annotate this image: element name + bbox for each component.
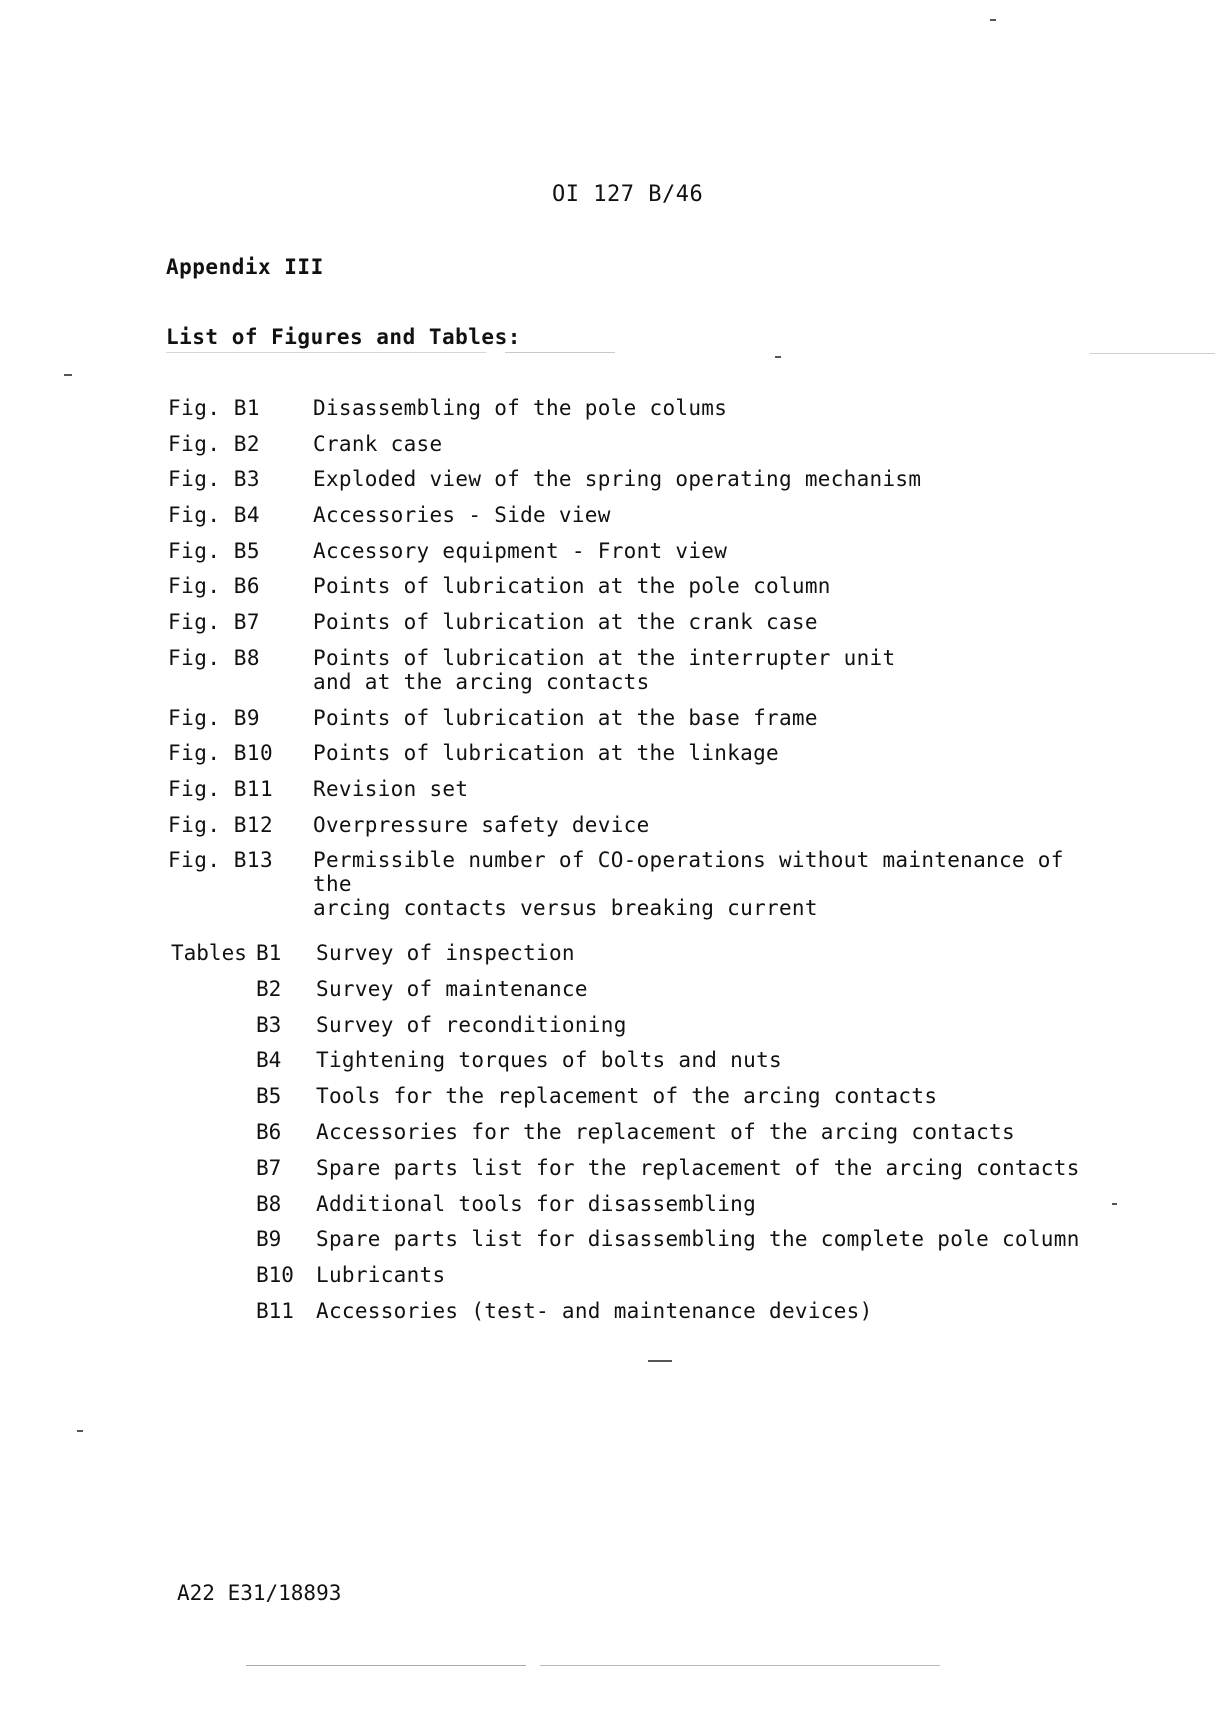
figure-label: Fig. B13 bbox=[168, 848, 274, 873]
figure-title bbox=[313, 813, 1108, 837]
table-label: B4 bbox=[256, 1048, 282, 1073]
tables-prefix bbox=[171, 1013, 256, 1037]
table-title: Spare parts list for disassembling the complete pole column bbox=[316, 1227, 1080, 1252]
figure-title-line: Disassembling of the pole colums bbox=[313, 396, 728, 420]
figure-label: Fig. B8 bbox=[168, 645, 261, 670]
table-entry bbox=[171, 1263, 1111, 1287]
document-reference: OI 127 B/46 bbox=[552, 182, 704, 207]
figure-title-line: Points of lubrication at the crank case bbox=[313, 610, 818, 635]
figure-title bbox=[313, 706, 1108, 730]
table-title: Lubricants bbox=[316, 1263, 446, 1288]
figure-title bbox=[313, 432, 1108, 456]
figure-entry bbox=[168, 706, 1108, 730]
table-title: Survey of inspection bbox=[316, 941, 575, 965]
tables-prefix bbox=[171, 1084, 256, 1108]
figure-title bbox=[313, 848, 1108, 920]
scan-line bbox=[505, 352, 615, 353]
tables-list bbox=[171, 941, 1111, 1335]
figure-label: Fig. B7 bbox=[168, 610, 261, 635]
figure-title-line: Accessories - Side view bbox=[313, 503, 611, 528]
table-entry bbox=[171, 1156, 1111, 1180]
tables-prefix bbox=[171, 977, 256, 1001]
figure-title bbox=[313, 396, 1108, 420]
table-title: Additional tools for disassembling bbox=[316, 1191, 757, 1216]
figure-title-line: Accessory equipment - Front view bbox=[313, 538, 728, 563]
list-title: List of Figures and Tables: bbox=[166, 325, 521, 349]
table-entry bbox=[171, 1299, 1111, 1323]
figure-label: Fig. B1 bbox=[168, 396, 261, 420]
figure-title-line: Points of lubrication at the pole column bbox=[313, 574, 831, 599]
table-title: Survey of reconditioning bbox=[316, 1012, 627, 1037]
table-title: Tightening torques of bolts and nuts bbox=[316, 1048, 782, 1073]
table-label: B10 bbox=[256, 1263, 294, 1288]
figure-label: Fig. B4 bbox=[168, 503, 261, 528]
figure-label: Fig. B6 bbox=[168, 574, 261, 599]
figure-title-line: arcing contacts versus breaking current bbox=[313, 896, 818, 921]
table-label: B9 bbox=[256, 1227, 282, 1252]
tables-prefix: Tables bbox=[171, 941, 247, 965]
figure-title bbox=[313, 741, 1108, 765]
scan-speck bbox=[990, 19, 996, 21]
table-entry bbox=[171, 977, 1111, 1001]
figure-title-line: and at the arcing contacts bbox=[313, 669, 650, 694]
table-entry bbox=[171, 1048, 1111, 1072]
tables-prefix bbox=[171, 1120, 256, 1144]
figure-entry bbox=[168, 539, 1108, 563]
figures-list bbox=[168, 396, 1108, 932]
figure-title bbox=[313, 646, 1108, 694]
figure-label: Fig. B9 bbox=[168, 705, 261, 730]
footer-code: A22 E31/18893 bbox=[177, 1581, 342, 1605]
figure-title-line: Exploded view of the spring operating mechanism bbox=[313, 467, 922, 492]
figure-title-line: Overpressure safety device bbox=[313, 812, 650, 837]
figure-label: Fig. B11 bbox=[168, 776, 274, 801]
tables-prefix bbox=[171, 1299, 256, 1323]
figure-entry bbox=[168, 741, 1108, 765]
scan-speck bbox=[77, 1430, 83, 1432]
scan-line bbox=[1090, 353, 1215, 354]
figure-entry bbox=[168, 574, 1108, 598]
scan-speck bbox=[64, 374, 72, 376]
figure-label: Fig. B12 bbox=[168, 812, 274, 837]
table-label: B7 bbox=[256, 1155, 282, 1180]
scan-line bbox=[166, 352, 486, 353]
figure-title-line: Revision set bbox=[313, 776, 469, 801]
table-title: Accessories for the replacement of the arcing contacts bbox=[316, 1119, 1015, 1144]
table-label: B1 bbox=[256, 941, 282, 965]
figure-label: Fig. B5 bbox=[168, 538, 261, 563]
scan-speck bbox=[775, 356, 781, 358]
table-entry bbox=[171, 1120, 1111, 1144]
table-label: B8 bbox=[256, 1191, 282, 1216]
figure-title bbox=[313, 610, 1108, 634]
figure-entry bbox=[168, 646, 1108, 694]
table-entry bbox=[171, 1084, 1111, 1108]
table-label: B11 bbox=[256, 1298, 294, 1323]
figure-label: Fig. B10 bbox=[168, 741, 274, 766]
table-entry bbox=[171, 1227, 1111, 1251]
figure-title-line: Permissible number of CO-operations without maintenance of the bbox=[313, 848, 1064, 897]
tables-prefix bbox=[171, 1048, 256, 1072]
table-label: B3 bbox=[256, 1012, 282, 1037]
figure-title-line: Points of lubrication at the interrupter unit bbox=[313, 645, 896, 670]
table-entry bbox=[171, 1013, 1111, 1037]
figure-title-line: Crank case bbox=[313, 431, 443, 456]
scan-line bbox=[540, 1665, 940, 1666]
figure-entry bbox=[168, 777, 1108, 801]
figure-entry bbox=[168, 467, 1108, 491]
table-title: Accessories (test- and maintenance devices) bbox=[316, 1298, 873, 1323]
table-title: Survey of maintenance bbox=[316, 976, 588, 1001]
figure-title bbox=[313, 574, 1108, 598]
tables-prefix bbox=[171, 1227, 256, 1251]
figure-entry bbox=[168, 396, 1108, 420]
figure-entry bbox=[168, 610, 1108, 634]
figure-entry bbox=[168, 813, 1108, 837]
table-title: Tools for the replacement of the arcing contacts bbox=[316, 1084, 938, 1109]
appendix-heading: Appendix III bbox=[166, 255, 324, 279]
figure-label: Fig. B3 bbox=[168, 467, 261, 492]
figure-title bbox=[313, 539, 1108, 563]
figure-entry bbox=[168, 848, 1108, 920]
table-entry bbox=[171, 1192, 1111, 1216]
tables-prefix bbox=[171, 1263, 256, 1287]
tables-prefix bbox=[171, 1192, 256, 1216]
table-title: Spare parts list for the replacement of the arcing contacts bbox=[316, 1155, 1080, 1180]
figure-title-line: Points of lubrication at the base frame bbox=[313, 705, 818, 730]
figure-entry bbox=[168, 503, 1108, 527]
table-label: B5 bbox=[256, 1084, 282, 1109]
figure-entry bbox=[168, 432, 1108, 456]
figure-title bbox=[313, 777, 1108, 801]
figure-label: Fig. B2 bbox=[168, 431, 261, 456]
figure-title bbox=[313, 503, 1108, 527]
scan-speck bbox=[1112, 1203, 1117, 1205]
scan-speck bbox=[648, 1360, 672, 1362]
figure-title bbox=[313, 467, 1108, 491]
scan-line bbox=[246, 1665, 526, 1666]
table-label: B2 bbox=[256, 976, 282, 1001]
table-entry bbox=[171, 941, 1111, 965]
figure-title-line: Points of lubrication at the linkage bbox=[313, 741, 779, 766]
tables-prefix bbox=[171, 1156, 256, 1180]
table-label: B6 bbox=[256, 1119, 282, 1144]
